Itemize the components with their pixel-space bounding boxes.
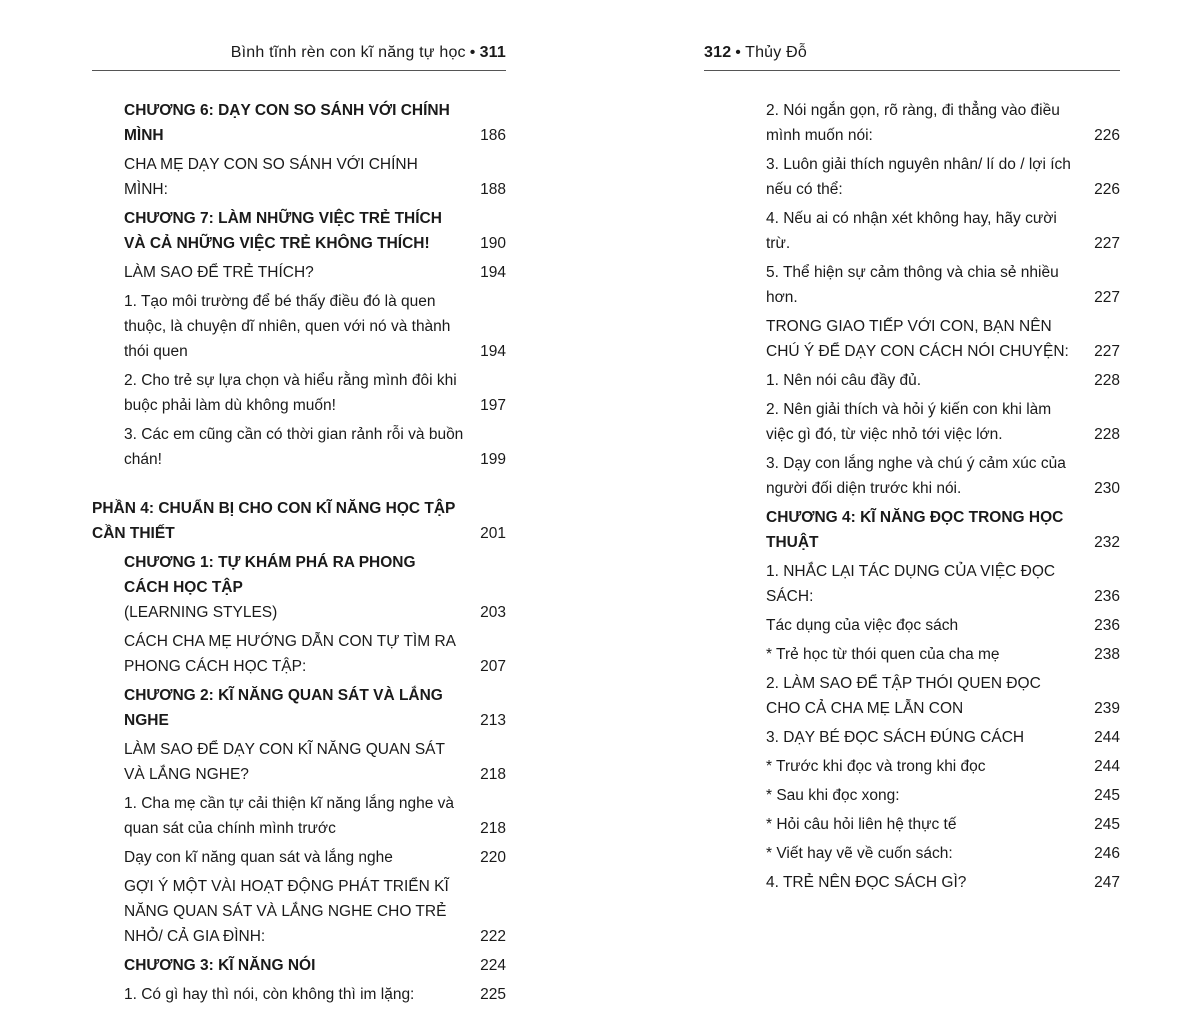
toc-page-number: 246 — [1094, 845, 1120, 862]
toc-entry — [734, 725, 1120, 750]
toc-entry — [734, 812, 1120, 837]
right-page-number: 312 — [704, 44, 732, 61]
toc-page-number: 227 — [1094, 235, 1120, 252]
toc-entry-title: 5. Thể hiện sự cảm thông và chia sẻ nhiều hơn. — [766, 264, 1059, 306]
toc-entry-title: 2. LÀM SAO ĐỂ TẬP THÓI QUEN ĐỌC CHO CẢ CHA MẸ LẪN CON — [766, 675, 1041, 717]
toc-page-number: 232 — [1094, 534, 1120, 551]
right-toc — [734, 98, 1120, 899]
toc-page-number: 203 — [480, 604, 506, 621]
toc-page-number: 244 — [1094, 729, 1120, 746]
toc-entry-title: 3. Các em cũng cần có thời gian rảnh rỗi và buồn chán! — [124, 426, 464, 468]
left-toc — [92, 98, 506, 1011]
toc-entry — [92, 422, 506, 472]
toc-entry-title: 1. Tạo môi trường để bé thấy điều đó là quen thuộc, là chuyện dĩ nhiên, quen với nó và thành thói quen — [124, 293, 451, 360]
toc-entry — [92, 845, 506, 870]
toc-page-number: 236 — [1094, 588, 1120, 605]
toc-entry-title-plain: (LEARNING STYLES) — [124, 604, 278, 621]
toc-page-number: 190 — [480, 235, 506, 252]
toc-entry-title: TRONG GIAO TIẾP VỚI CON, BẠN NÊN CHÚ Ý ĐỂ DẠY CON CÁCH NÓI CHUYỆN: — [766, 318, 1069, 360]
toc-page-number: 222 — [480, 928, 506, 945]
toc-chapter-entry — [92, 98, 506, 148]
toc-entry — [92, 289, 506, 364]
toc-part-entry — [92, 496, 506, 546]
toc-entry-title: PHẦN 4: CHUẨN BỊ CHO CON KĨ NĂNG HỌC TẬP CẦN THIẾT — [92, 500, 456, 542]
toc-entry — [92, 368, 506, 418]
toc-page-number: 230 — [1094, 480, 1120, 497]
toc-page-number: 194 — [480, 343, 506, 360]
toc-entry — [734, 397, 1120, 447]
toc-entry — [92, 874, 506, 949]
toc-entry-title: * Hỏi câu hỏi liên hệ thực tế — [766, 816, 957, 833]
toc-entry-title: CHA MẸ DẠY CON SO SÁNH VỚI CHÍNH MÌNH: — [124, 156, 418, 198]
toc-page-number: 227 — [1094, 343, 1120, 360]
toc-page-number: 244 — [1094, 758, 1120, 775]
toc-entry — [734, 314, 1120, 364]
toc-page-number: 247 — [1094, 874, 1120, 891]
toc-entry-title: 1. Cha mẹ cần tự cải thiện kĩ năng lắng nghe và quan sát của chính mình trước — [124, 795, 455, 837]
toc-chapter-entry — [734, 505, 1120, 555]
toc-entry-title: 3. Luôn giải thích nguyên nhân/ lí do / lợi ích nếu có thể: — [766, 156, 1071, 198]
toc-entry-title: 4. TRẺ NÊN ĐỌC SÁCH GÌ? — [766, 874, 967, 891]
toc-page-number: 228 — [1094, 372, 1120, 389]
toc-entry — [734, 152, 1120, 202]
toc-page-number: 199 — [480, 451, 506, 468]
toc-page-number: 228 — [1094, 426, 1120, 443]
toc-entry-title: CHƯƠNG 6: DẠY CON SO SÁNH VỚI CHÍNH MÌNH — [124, 102, 450, 144]
toc-entry-title: CÁCH CHA MẸ HƯỚNG DẪN CON TỰ TÌM RA PHONG CÁCH HỌC TẬP: — [124, 633, 456, 675]
toc-entry — [734, 754, 1120, 779]
toc-chapter-entry — [92, 953, 506, 978]
toc-entry-title: CHƯƠNG 3: KĨ NĂNG NÓI — [124, 957, 316, 974]
toc-entry-title: LÀM SAO ĐỂ DẠY CON KĨ NĂNG QUAN SÁT VÀ LẮNG NGHE? — [124, 741, 445, 783]
toc-entry-title: * Sau khi đọc xong: — [766, 787, 900, 804]
bullet-separator: • — [735, 44, 742, 61]
toc-entry-title: GỢI Ý MỘT VÀI HOẠT ĐỘNG PHÁT TRIỂN KĨ NĂNG QUAN SÁT VÀ LẮNG NGHE CHO TRẺ NHỎ/ CẢ GIA ĐÌNH: — [124, 878, 449, 945]
toc-entry-title: CHƯƠNG 7: LÀM NHỮNG VIỆC TRẺ THÍCH VÀ CẢ NHỮNG VIỆC TRẺ KHÔNG THÍCH! — [124, 210, 442, 252]
toc-entry — [92, 791, 506, 841]
toc-entry — [92, 260, 506, 285]
toc-page-number: 218 — [480, 766, 506, 783]
toc-entry-title: 1. NHẮC LẠI TÁC DỤNG CỦA VIỆC ĐỌC SÁCH: — [766, 563, 1056, 605]
toc-entry — [734, 559, 1120, 609]
toc-entry-title: * Viết hay vẽ về cuốn sách: — [766, 845, 953, 862]
toc-entry — [734, 671, 1120, 721]
toc-page-number: 218 — [480, 820, 506, 837]
author-name: Thủy Đỗ — [745, 44, 807, 61]
toc-page-number: 224 — [480, 957, 506, 974]
toc-entry — [734, 642, 1120, 667]
right-page — [600, 0, 1200, 891]
toc-entry-title: CHƯƠNG 2: KĨ NĂNG QUAN SÁT VÀ LẮNG NGHE — [124, 687, 443, 729]
toc-chapter-entry — [92, 550, 506, 625]
left-running-head — [92, 44, 506, 71]
toc-entry-title: 2. Nên giải thích và hỏi ý kiến con khi làm việc gì đó, từ việc nhỏ tới việc lớn. — [766, 401, 1052, 443]
toc-entry-title: 2. Nói ngắn gọn, rõ ràng, đi thẳng vào điều mình muốn nói: — [766, 102, 1060, 144]
toc-entry-title: CHƯƠNG 4: KĨ NĂNG ĐỌC TRONG HỌC THUẬT — [766, 509, 1064, 551]
toc-entry — [92, 629, 506, 679]
toc-entry — [734, 260, 1120, 310]
toc-entry-title-bold: CHƯƠNG 1: TỰ KHÁM PHÁ RA PHONG CÁCH HỌC TẬP — [124, 554, 416, 596]
toc-entry — [734, 98, 1120, 148]
toc-entry-title: 2. Cho trẻ sự lựa chọn và hiểu rằng mình đôi khi buộc phải làm dù không muốn! — [124, 372, 457, 414]
toc-entry-title: 4. Nếu ai có nhận xét không hay, hãy cười trừ. — [766, 210, 1057, 252]
toc-page-number: 213 — [480, 712, 506, 729]
left-page — [0, 0, 600, 1003]
toc-entry — [92, 152, 506, 202]
bullet-separator: • — [469, 44, 476, 61]
toc-entry — [734, 451, 1120, 501]
toc-entry — [734, 206, 1120, 256]
toc-page-number: 245 — [1094, 816, 1120, 833]
toc-page-number: 227 — [1094, 289, 1120, 306]
toc-page-number: 201 — [480, 525, 506, 542]
toc-entry-title: LÀM SAO ĐỂ TRẺ THÍCH? — [124, 264, 314, 281]
toc-entry-title — [124, 550, 472, 625]
left-page-number: 311 — [479, 44, 506, 61]
toc-entry — [734, 870, 1120, 895]
toc-page-number: 197 — [480, 397, 506, 414]
toc-entry-title: 3. Dạy con lắng nghe và chú ý cảm xúc của người đối diện trước khi nói. — [766, 455, 1066, 497]
toc-entry — [734, 783, 1120, 808]
toc-page-number: 239 — [1094, 700, 1120, 717]
toc-entry-title: 1. Có gì hay thì nói, còn không thì im lặng: — [124, 986, 415, 1003]
toc-entry-title: * Trẻ học từ thói quen của cha mẹ — [766, 646, 1000, 663]
toc-entry — [734, 613, 1120, 638]
toc-page-number: 226 — [1094, 127, 1120, 144]
toc-page-number: 236 — [1094, 617, 1120, 634]
right-running-head — [704, 44, 1120, 71]
toc-entry — [92, 737, 506, 787]
toc-page-number: 188 — [480, 181, 506, 198]
toc-entry-title: 1. Nên nói câu đầy đủ. — [766, 372, 922, 389]
toc-entry-title: Dạy con kĩ năng quan sát và lắng nghe — [124, 849, 393, 866]
toc-page-number: 225 — [480, 986, 506, 1003]
toc-entry-title: * Trước khi đọc và trong khi đọc — [766, 758, 986, 775]
toc-page-number: 245 — [1094, 787, 1120, 804]
toc-page-number: 186 — [480, 127, 506, 144]
toc-entry — [734, 368, 1120, 393]
toc-entry-title: Tác dụng của việc đọc sách — [766, 617, 959, 634]
toc-entry — [92, 982, 506, 1007]
toc-page-number: 207 — [480, 658, 506, 675]
toc-page-number: 226 — [1094, 181, 1120, 198]
toc-chapter-entry — [92, 683, 506, 733]
toc-page-number: 238 — [1094, 646, 1120, 663]
toc-chapter-entry — [92, 206, 506, 256]
toc-entry — [734, 841, 1120, 866]
toc-page-number: 194 — [480, 264, 506, 281]
toc-page-number: 220 — [480, 849, 506, 866]
book-title: Bình tĩnh rèn con kĩ năng tự học — [230, 44, 466, 61]
toc-entry-title: 3. DẠY BÉ ĐỌC SÁCH ĐÚNG CÁCH — [766, 729, 1025, 746]
